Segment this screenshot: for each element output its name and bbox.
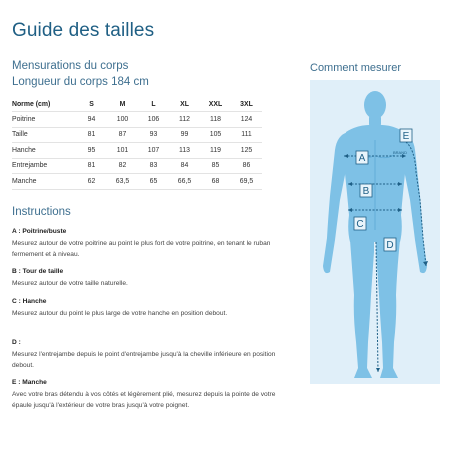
table-cell: 66,5 xyxy=(169,174,200,190)
instruction-text: Mesurez autour de votre taille naturelle. xyxy=(12,279,128,287)
table-cell: 62 xyxy=(76,174,107,190)
table-cell: 100 xyxy=(107,112,138,128)
table-cell: 69,5 xyxy=(231,174,262,190)
label-e: E xyxy=(402,131,410,142)
subtitle-body-measurements: Mensurations du corps xyxy=(12,60,129,72)
table-cell: 65 xyxy=(138,174,169,190)
table-cell: 111 xyxy=(231,127,262,143)
label-d: D xyxy=(386,240,394,251)
instruction-text: Mesurez l'entrejambe depuis le point d'entrejambe jusqu'à la cheville inférieure en position debout. xyxy=(12,350,276,369)
table-cell: 93 xyxy=(138,127,169,143)
label-a: A xyxy=(358,153,366,164)
size-table-header-s: S xyxy=(89,100,94,108)
instruction-heading: C : Hanche xyxy=(12,298,47,305)
instruction-item-a xyxy=(12,226,292,261)
table-cell: 106 xyxy=(138,112,169,128)
row-label: Taille xyxy=(12,127,76,143)
instructions-title: Instructions xyxy=(12,206,71,218)
page-title: Guide des tailles xyxy=(12,20,155,41)
table-cell: 113 xyxy=(169,143,200,159)
instruction-text: Mesurez autour du point le plus large de votre hanche en position debout. xyxy=(12,309,228,317)
table-cell: 118 xyxy=(200,112,231,128)
instruction-heading: D : xyxy=(12,339,21,346)
table-cell: 83 xyxy=(138,158,169,174)
brand-text: BRAND xyxy=(393,150,408,155)
table-cell: 94 xyxy=(76,112,107,128)
body-figure xyxy=(310,80,440,384)
table-cell: 107 xyxy=(138,143,169,159)
table-cell: 112 xyxy=(169,112,200,128)
table-cell: 101 xyxy=(107,143,138,159)
table-cell: 105 xyxy=(200,127,231,143)
instruction-item-b xyxy=(12,266,292,289)
table-cell: 82 xyxy=(107,158,138,174)
table-cell: 68 xyxy=(200,174,231,190)
row-label: Poitrine xyxy=(12,112,76,128)
table-cell: 85 xyxy=(200,158,231,174)
table-row xyxy=(12,174,262,190)
table-cell: 125 xyxy=(231,143,262,159)
row-label: Manche xyxy=(12,174,76,190)
table-row xyxy=(12,158,262,174)
table-cell: 87 xyxy=(107,127,138,143)
table-cell: 119 xyxy=(200,143,231,159)
how-to-measure-title: Comment mesurer xyxy=(310,62,402,74)
table-cell: 81 xyxy=(76,127,107,143)
table-cell: 95 xyxy=(76,143,107,159)
label-b: B xyxy=(362,186,370,197)
instruction-item-e xyxy=(12,377,292,412)
row-label: Hanche xyxy=(12,143,76,159)
table-cell: 99 xyxy=(169,127,200,143)
size-table-header-xl: XL xyxy=(180,100,189,108)
size-table-header-norme: Norme (cm) xyxy=(12,100,51,108)
instruction-item-d xyxy=(12,337,292,372)
instruction-item-c xyxy=(12,296,292,319)
size-table-header-3xl: 3XL xyxy=(240,100,253,108)
table-cell: 84 xyxy=(169,158,200,174)
table-cell: 124 xyxy=(231,112,262,128)
body-diagram-panel xyxy=(310,80,440,384)
size-table xyxy=(12,97,262,190)
size-table-header-row xyxy=(12,97,262,112)
table-row xyxy=(12,143,262,159)
table-row xyxy=(12,112,262,128)
table-cell: 63,5 xyxy=(107,174,138,190)
table-row xyxy=(12,127,262,143)
instruction-heading: E : Manche xyxy=(12,379,47,386)
instruction-heading: B : Tour de taille xyxy=(12,268,64,275)
instruction-text: Avec votre bras détendu à vos côtés et légèrement plié, mesurez depuis la pointe de votre épaule jusqu'à l'extérieur de votre bras jusqu'à votre poignet. xyxy=(12,390,276,409)
instruction-heading: A : Poitrine/buste xyxy=(12,228,67,235)
row-label: Entrejambe xyxy=(12,158,76,174)
table-cell: 86 xyxy=(231,158,262,174)
label-c: C xyxy=(356,219,364,230)
size-table-header-l: L xyxy=(151,100,156,108)
size-table-header-xxl: XXL xyxy=(208,100,223,108)
table-cell: 81 xyxy=(76,158,107,174)
size-table-header-m: M xyxy=(119,100,126,108)
instruction-text: Mesurez autour de votre poitrine au point le plus fort de votre poitrine, en tenant le ruban fermement et à niveau. xyxy=(12,239,271,258)
subtitle-body-length: Longueur du corps 184 cm xyxy=(12,76,149,88)
